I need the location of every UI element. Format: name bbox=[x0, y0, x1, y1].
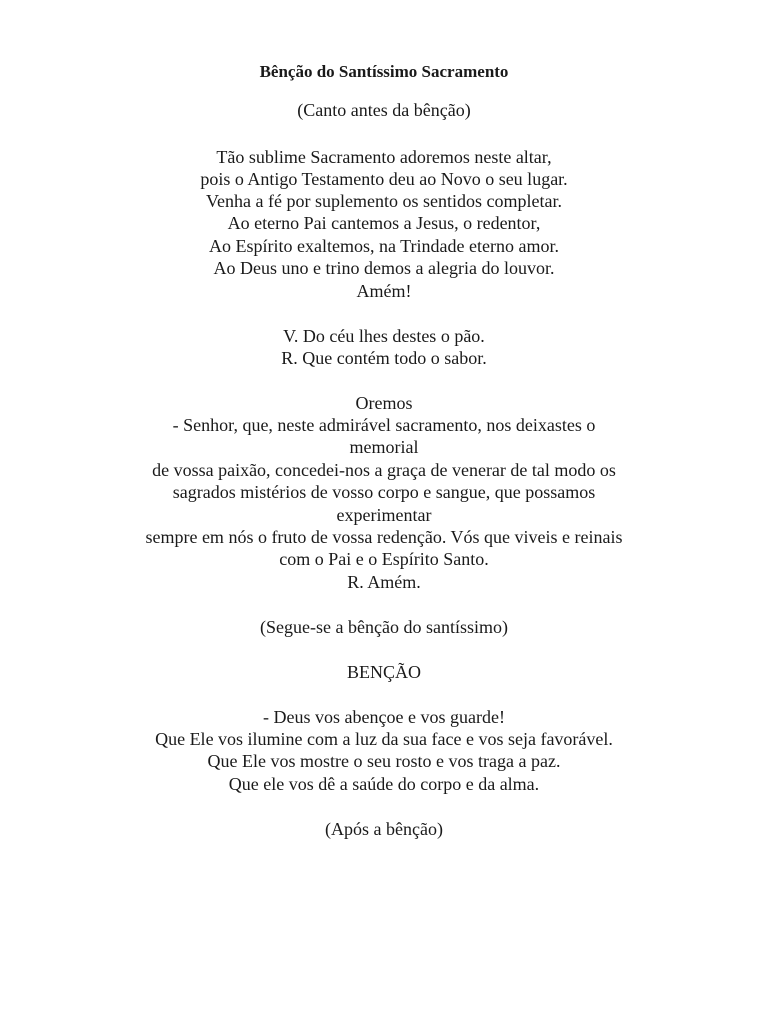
hymn-line: Ao Deus uno e trino demos a alegria do louvor. bbox=[213, 258, 555, 278]
subtitle: (Canto antes da bênção) bbox=[297, 100, 471, 120]
prayer-line: - Senhor, que, neste admirável sacramento, nos deixastes o bbox=[172, 415, 596, 435]
note-follow: (Segue-se a bênção do santíssimo) bbox=[260, 617, 508, 637]
prayer-line: memorial bbox=[349, 437, 419, 457]
blessing-line: - Deus vos abençoe e vos guarde! bbox=[263, 707, 505, 727]
note-after: (Após a bênção) bbox=[325, 819, 443, 839]
blessing-line: Que ele vos dê a saúde do corpo e da alma. bbox=[228, 774, 540, 794]
prayer-amen: R. Amém. bbox=[347, 572, 421, 592]
hymn-line: Ao eterno Pai cantemos a Jesus, o redentor, bbox=[227, 213, 541, 233]
prayer-line: experimentar bbox=[336, 505, 432, 525]
hymn-line: pois o Antigo Testamento deu ao Novo o seu lugar. bbox=[200, 169, 568, 189]
prayer-heading: Oremos bbox=[355, 393, 413, 413]
blessing-heading: BENÇÃO bbox=[346, 662, 421, 682]
hymn-amen: Amém! bbox=[356, 281, 412, 301]
prayer-line: sagrados mistérios de vosso corpo e sangue, que possamos bbox=[172, 482, 596, 502]
hymn-line: Tão sublime Sacramento adoremos neste altar, bbox=[216, 147, 552, 167]
blessing-line: Que Ele vos mostre o seu rosto e vos traga a paz. bbox=[207, 751, 561, 771]
response-line: R. Que contém todo o sabor. bbox=[281, 348, 487, 368]
document-title: Bênção do Santíssimo Sacramento bbox=[259, 62, 509, 81]
hymn-line: Venha a fé por suplemento os sentidos completar. bbox=[206, 191, 562, 211]
prayer-line: com o Pai e o Espírito Santo. bbox=[279, 549, 489, 569]
blessing-line: Que Ele vos ilumine com a luz da sua face e vos seja favorável. bbox=[155, 729, 613, 749]
versicle-line: V. Do céu lhes destes o pão. bbox=[283, 326, 485, 346]
prayer-line: de vossa paixão, concedei-nos a graça de venerar de tal modo os bbox=[152, 460, 616, 480]
hymn-line: Ao Espírito exaltemos, na Trindade eterno amor. bbox=[209, 236, 559, 256]
prayer-line: sempre em nós o fruto de vossa redenção. Vós que viveis e reinais bbox=[145, 527, 623, 547]
